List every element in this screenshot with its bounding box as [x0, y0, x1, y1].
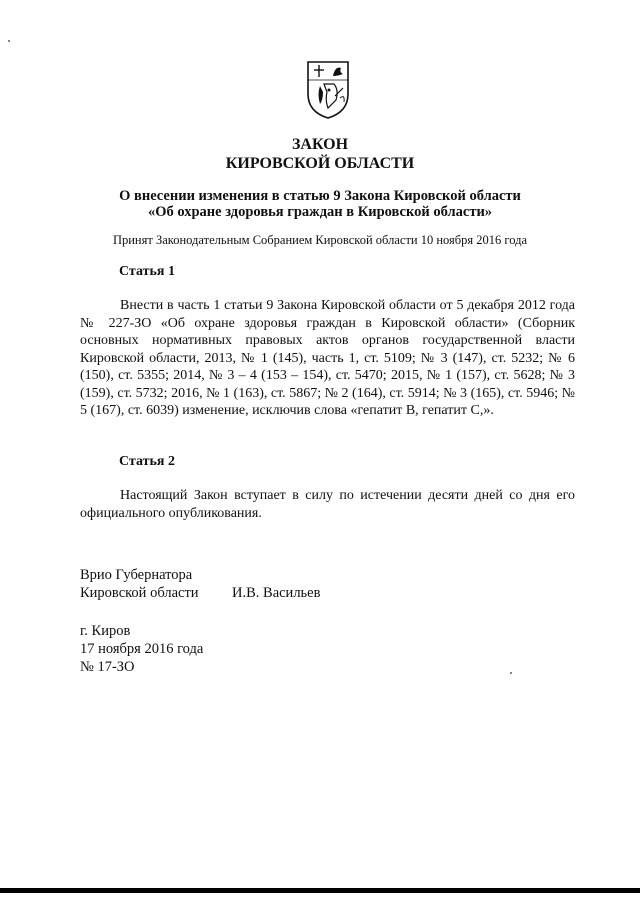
- article2-heading: Статья 2: [119, 454, 175, 469]
- signature-position-line1: Врио Губернатора: [80, 567, 193, 583]
- signature-position-line2: Кировской области: [80, 585, 199, 601]
- document-number: № 17-ЗО: [80, 659, 135, 675]
- scan-speck: [8, 40, 10, 42]
- article1-heading: Статья 1: [119, 264, 175, 279]
- document-place: г. Киров: [80, 623, 131, 639]
- scan-speck: [510, 672, 512, 674]
- scan-bottom-edge: [0, 888, 640, 893]
- article1-text: Внести в часть 1 статьи 9 Закона Кировской области от 5 декабря 2012 года № 227-ЗО «Об охране здоровья граждан в Кировской области» (Сборник основных нормативных правовых актов органов государственной власти Кировской области, 2013, № 1 (145), часть 1, ст. 5109; № 3 (147), ст. 5232; № 6 (150), ст. 5355; 2014, № 3 – 4 (153 – 154), ст. 5470; 2015, № 1 (157), ст. 5628; № 3 (159), ст. 5732; 2016, № 1 (163), ст. 5867; № 2 (164), ст. 5914; № 3 (165), ст. 5946; № 5 (167), ст. 6039) изменение, исключив слова «гепатит B, гепатит C,».: [80, 298, 575, 418]
- article2-text: Настоящий Закон вступает в силу по истечении десяти дней со дня его официального опубликования.: [80, 488, 575, 521]
- document-title-region: КИРОВСКОЙ ОБЛАСТИ: [225, 155, 415, 172]
- document-subtitle-line2: «Об охране здоровья граждан в Кировской области»: [147, 204, 493, 220]
- signature-name: И.В. Васильев: [232, 585, 321, 601]
- coat-of-arms-icon: [305, 60, 351, 120]
- document-title: ЗАКОН: [291, 136, 349, 153]
- document-date: 17 ноября 2016 года: [80, 641, 204, 657]
- adoption-note: Принят Законодательным Собранием Кировской области 10 ноября 2016 года: [112, 233, 528, 247]
- document-subtitle-line1: О внесении изменения в статью 9 Закона Кировской области: [119, 188, 521, 204]
